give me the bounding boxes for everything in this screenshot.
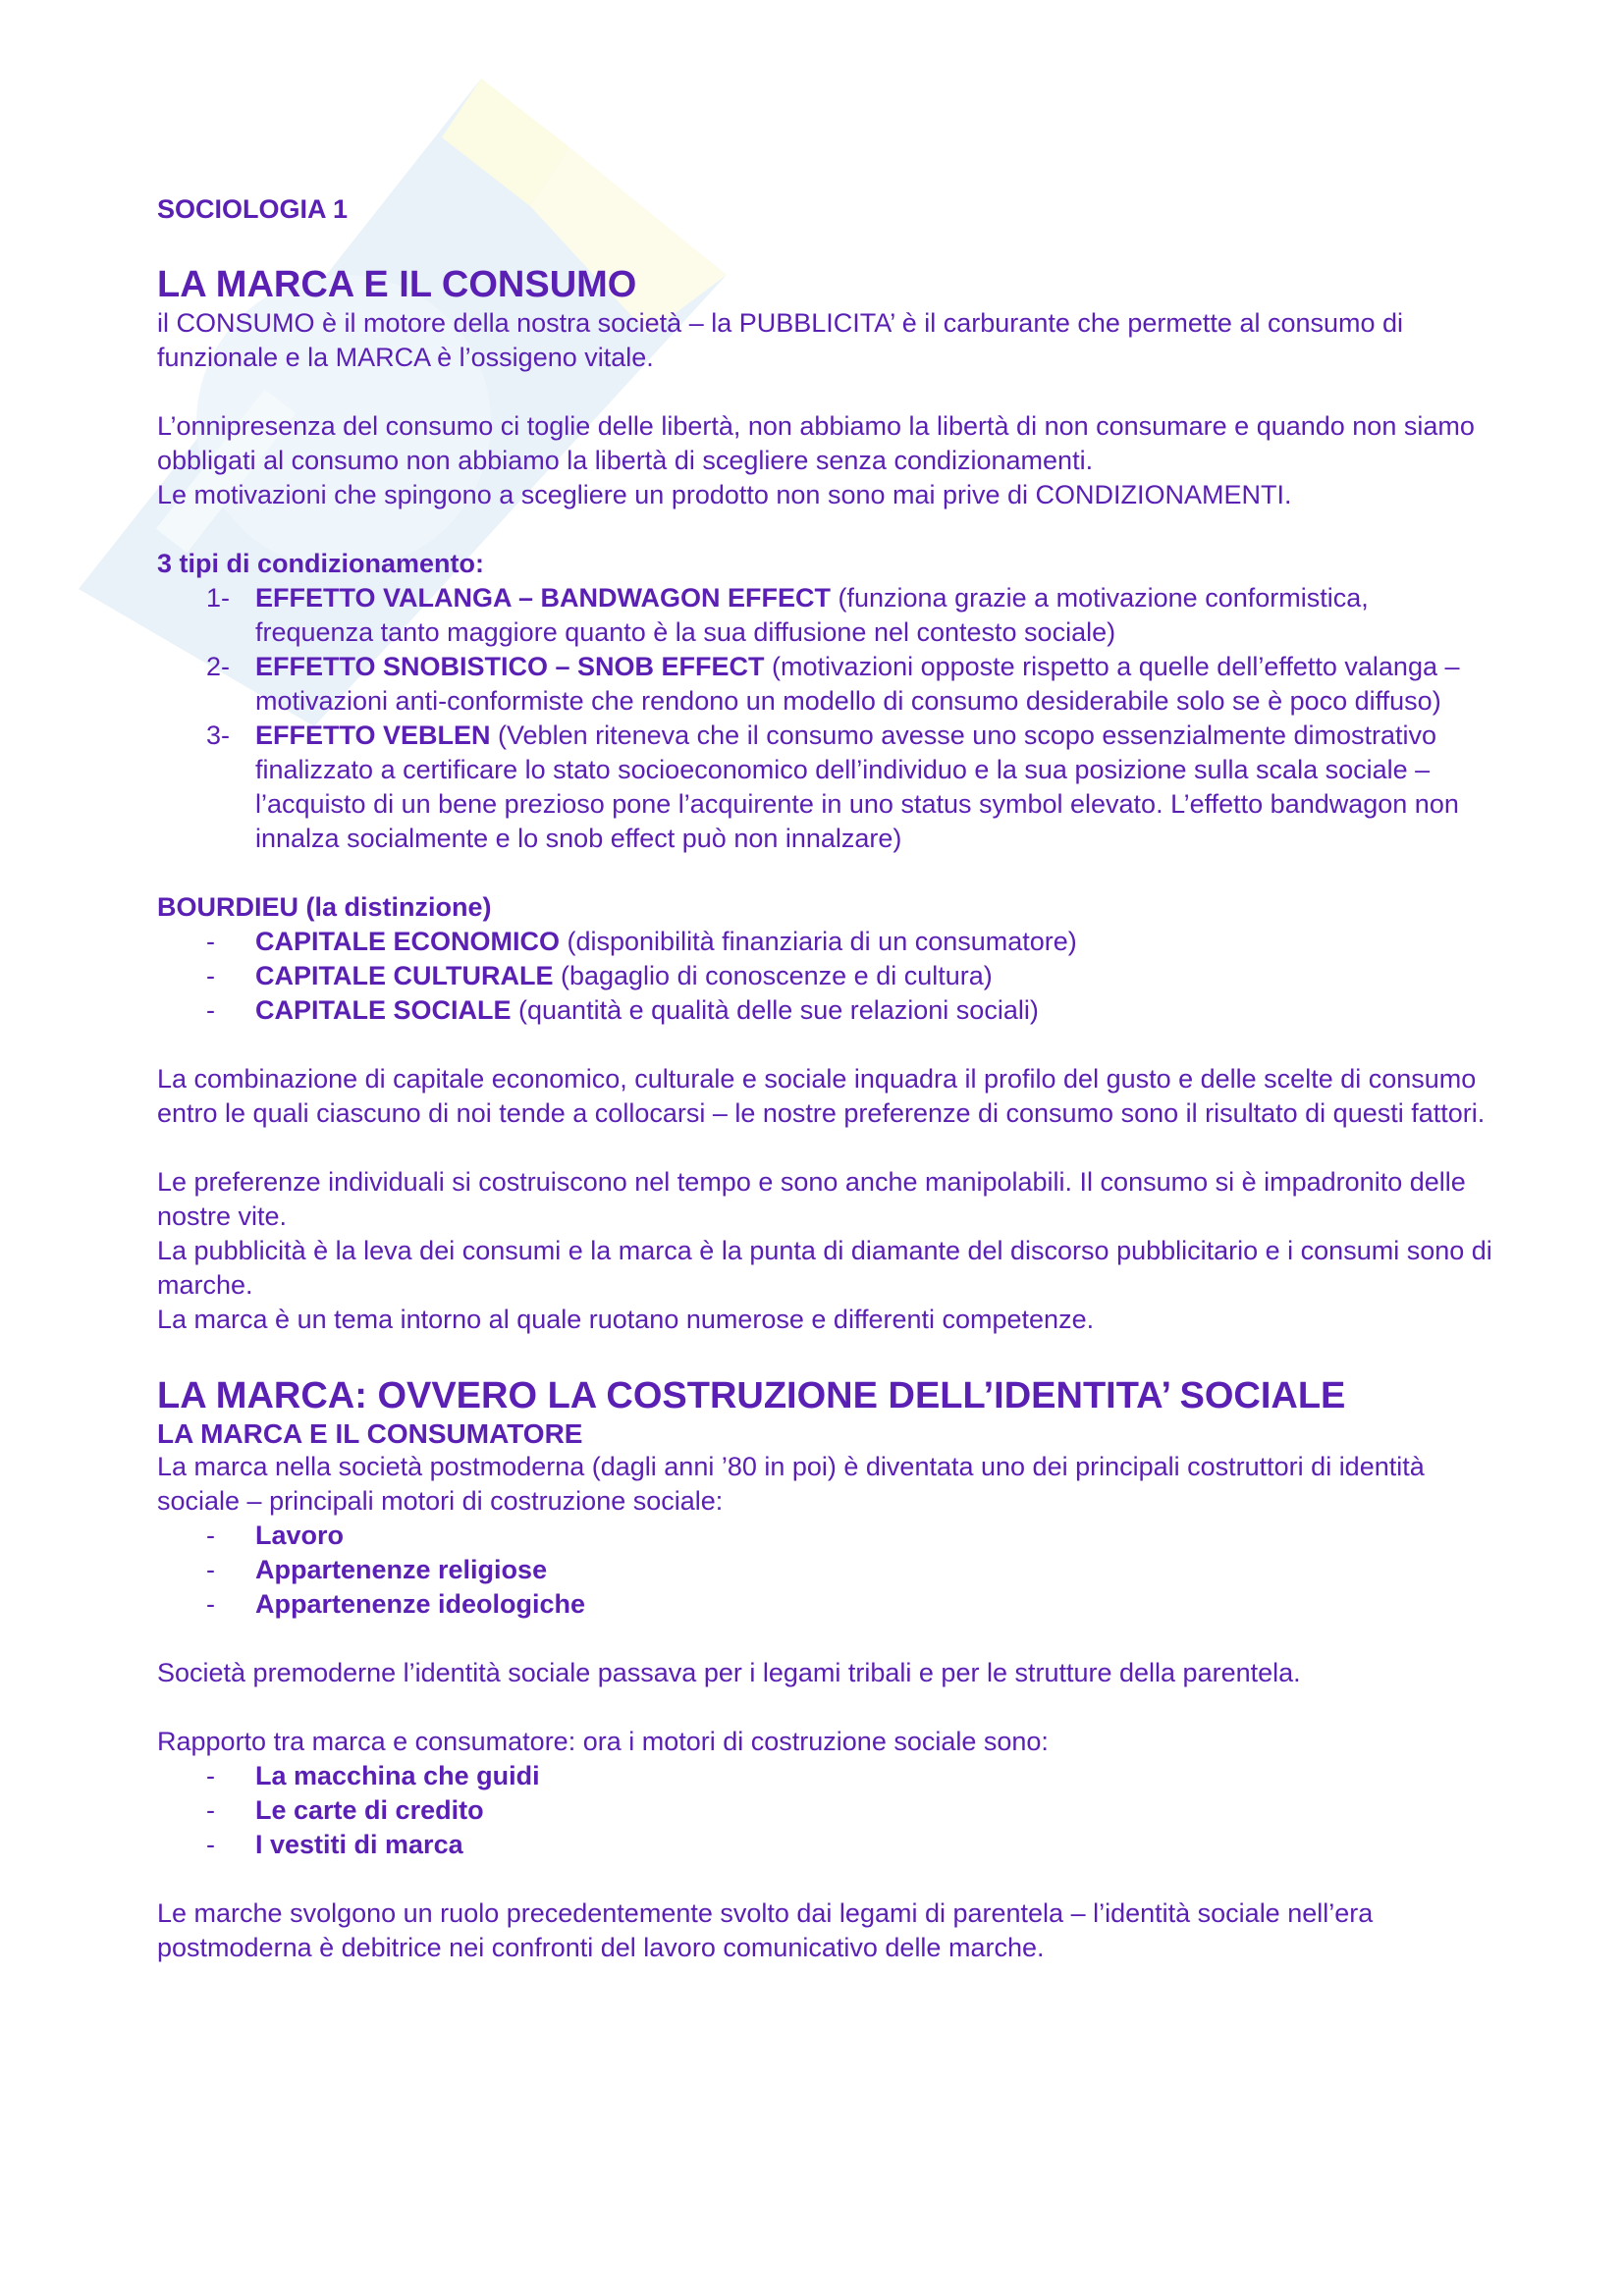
paragraph-premodern: Società premoderne l’identità sociale passava per i legami tribali e per le strutture della parentela. [157,1658,1301,1687]
paragraph-motivations: Le motivazioni che spingono a scegliere un prodotto non sono mai prive di CONDIZIONAMENTI. [157,480,1292,509]
list-item: - CAPITALE CULTURALE (bagaglio di conoscenze e di cultura) [206,961,993,990]
conditioning-heading: 3 tipi di condizionamento: [157,549,484,578]
document-label: SOCIOLOGIA 1 [157,194,349,224]
section-title-identita-sociale: LA MARCA: OVVERO LA COSTRUZIONE DELL’IDENTITA’ SOCIALE [157,1375,1346,1416]
paragraph-relation: Rapporto tra marca e consumatore: ora i motori di costruzione sociale sono: [157,1727,1049,1756]
new-motors-list [157,1759,1492,1862]
list-item: - Le carte di credito [206,1795,484,1825]
list-item: - Appartenenze religiose [206,1555,548,1584]
list-item: - CAPITALE SOCIALE (quantità e qualità delle sue relazioni sociali) [206,995,1039,1025]
list-item: - Appartenenze ideologiche [206,1589,586,1619]
paragraph-combination: La combinazione di capitale economico, culturale e sociale inquadra il profilo del gusto e delle scelte di consumo entro le quali ciascuno di noi tende a collocarsi – le nostre preferenze di consumo sono il risultato di questi fattori. [157,1064,1486,1128]
conditioning-list [157,581,1492,856]
paragraph-brand-theme: La marca è un tema intorno al quale ruotano numerose e differenti competenze. [157,1305,1095,1334]
list-item: - La macchina che guidi [206,1761,540,1790]
section-title-marca-consumo: LA MARCA E IL CONSUMO [157,264,637,305]
intro-paragraph: il CONSUMO è il motore della nostra società – la PUBBLICITA’ è il carburante che permette al consumo di funzionale e la MARCA è l’ossigeno vitale. [157,308,1404,372]
list-item: - CAPITALE ECONOMICO (disponibilità finanziaria di un consumatore) [206,927,1077,956]
list-item: 3- EFFETTO VEBLEN (Veblen riteneva che il consumo avesse uno scopo essenzialmente dimostrativo finalizzato a certificare lo stato socioeconomico dell’individuo e la sua posizione sulla scala sociale – l’acquisto di un bene prezioso pone l’acquirente in uno status symbol elevato. L’effetto bandwagon non innalza socialmente e lo snob effect può non innalzare) [206,721,1459,853]
list-item: - Lavoro [206,1521,345,1550]
motors-list [157,1519,1492,1622]
paragraph-freedom: L’onnipresenza del consumo ci toglie delle libertà, non abbiamo la libertà di non consumare e quando non siamo obbligati al consumo non abbiamo la libertà di scegliere senza condizionamenti. [157,411,1475,475]
subsection-title: LA MARCA E IL CONSUMATORE [157,1418,583,1449]
paragraph-preferences: Le preferenze individuali si costruiscono nel tempo e sono anche manipolabili. Il consumo si è impadronito delle nostre vite. [157,1167,1466,1231]
bourdieu-heading: BOURDIEU (la distinzione) [157,892,492,922]
list-item: 2- EFFETTO SNOBISTICO – SNOB EFFECT (motivazioni opposte rispetto a quelle dell’effetto valanga – motivazioni anti-conformiste che rendono un modello di consumo desiderabile solo se è poco diffuso) [206,652,1460,716]
paragraph-postmodern: La marca nella società postmoderna (dagli anni ’80 in poi) è diventata uno dei principali costruttori di identità sociale – principali motori di costruzione sociale: [157,1452,1425,1516]
paragraph-final: Le marche svolgono un ruolo precedentemente svolto dai legami di parentela – l’identità sociale nell’era postmoderna è debitrice nei confronti del lavoro comunicativo delle marche. [157,1898,1374,1962]
paragraph-advertising: La pubblicità è la leva dei consumi e la marca è la punta di diamante del discorso pubblicitario e i consumi sono di marche. [157,1236,1492,1300]
capitals-list [157,925,1492,1028]
list-item: - I vestiti di marca [206,1830,463,1859]
list-item: 1- EFFETTO VALANGA – BANDWAGON EFFECT (funziona grazie a motivazione conformistica, frequenza tanto maggiore quanto è la sua diffusione nel contesto sociale) [206,583,1369,647]
document-page [157,192,1492,1965]
